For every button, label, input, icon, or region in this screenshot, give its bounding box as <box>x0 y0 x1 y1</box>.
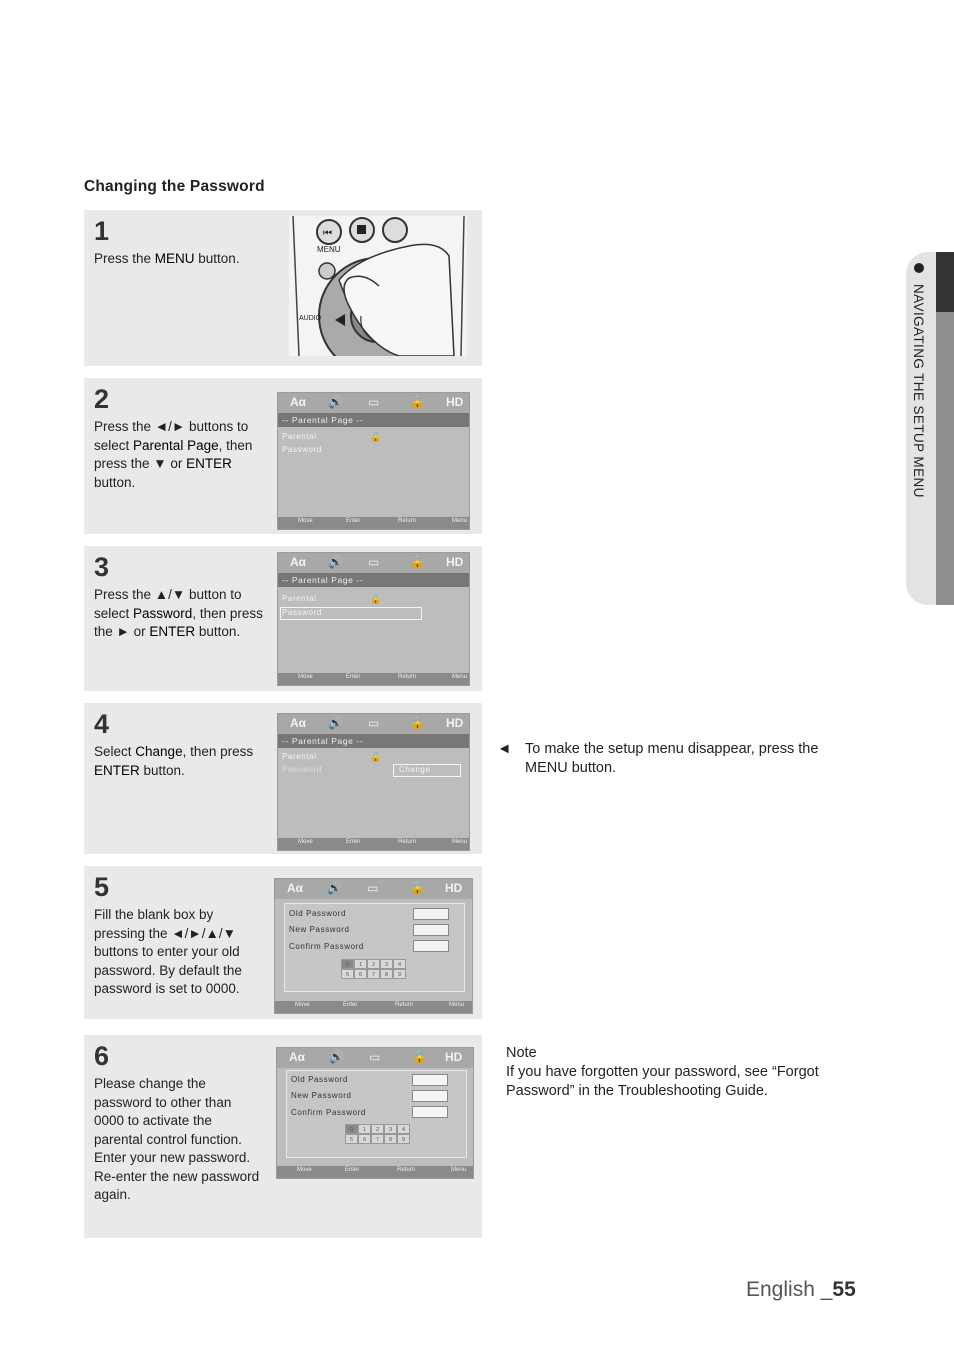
audio-icon: 🔊 <box>329 1050 344 1064</box>
display-icon: ▭ <box>368 555 380 569</box>
osd-screen <box>274 878 473 1014</box>
footer-language: English _ <box>746 1278 833 1301</box>
step-number: 6 <box>94 1041 110 1071</box>
confirm-password-label: Confirm Password <box>291 1108 366 1117</box>
side-tab-label: NAVIGATING THE SETUP MENU <box>911 284 926 498</box>
lock-icon: 🔒 <box>412 1050 427 1064</box>
language-icon: Aα <box>290 555 307 569</box>
step-text: Fill the blank box by pressing the ◄/►/▲/▼ buttons to enter your old password. By default the password is set to 0000. <box>94 907 242 996</box>
new-password-field[interactable] <box>413 924 449 936</box>
osd-header: -- Parental Page -- <box>278 734 469 748</box>
numpad-key[interactable]: 6 <box>354 969 367 979</box>
numpad-key[interactable]: 1 <box>358 1124 371 1134</box>
osd-row-password: Password <box>282 608 322 617</box>
display-icon: ▭ <box>369 1050 381 1064</box>
osd-icon-bar <box>278 714 469 734</box>
display-icon: ▭ <box>368 395 380 409</box>
numpad-key[interactable]: 7 <box>371 1134 384 1144</box>
audio-button-label: AUDIO <box>299 315 322 322</box>
numpad-key[interactable]: 0 <box>345 1124 358 1134</box>
osd-icon-bar <box>278 393 469 413</box>
osd-icon-bar <box>278 553 469 573</box>
numpad-key[interactable]: 3 <box>380 959 393 969</box>
osd-row-parental: Parental <box>282 432 317 441</box>
osd-row-parental: Parental <box>282 594 317 603</box>
numpad-key[interactable]: 0 <box>341 959 354 969</box>
hd-icon: HD <box>445 881 463 895</box>
numpad-key[interactable]: 4 <box>397 1124 410 1134</box>
numpad-key[interactable]: 3 <box>384 1124 397 1134</box>
numpad-key[interactable]: 7 <box>367 969 380 979</box>
numpad-key[interactable]: 1 <box>354 959 367 969</box>
step-number: 4 <box>94 709 110 739</box>
confirm-password-label: Confirm Password <box>289 942 364 951</box>
numpad <box>345 1124 410 1144</box>
osd-icon-bar <box>277 1048 473 1068</box>
page-number: 55 <box>832 1278 856 1301</box>
password-panel <box>286 1070 467 1158</box>
svg-text:⏮: ⏮ <box>323 228 332 239</box>
hd-icon: HD <box>446 395 464 409</box>
step-text: Please change the password to other than 0000 to activate the parental control function. Enter your new password. Re-enter the new password again. <box>94 1076 260 1202</box>
password-panel <box>284 903 465 992</box>
new-password-field[interactable] <box>412 1090 448 1102</box>
page-footer <box>746 1278 856 1302</box>
step-3 <box>84 546 482 691</box>
left-arrow-icon: ◄ <box>497 741 512 757</box>
lock-icon: 🔓 <box>370 594 382 604</box>
step-5 <box>84 866 482 1019</box>
step-6 <box>84 1035 482 1238</box>
step-number: 3 <box>94 552 110 582</box>
osd-footer: Move Enter Return Menu <box>275 1001 472 1013</box>
lock-icon: 🔒 <box>410 395 425 409</box>
numpad-key[interactable]: 2 <box>371 1124 384 1134</box>
step-1 <box>84 210 482 366</box>
side-tab-marker <box>936 252 954 312</box>
old-password-field[interactable] <box>413 908 449 920</box>
osd-footer: Move Enter Return Menu <box>278 517 469 529</box>
numpad-key[interactable]: 6 <box>358 1134 371 1144</box>
remote-hand-icon <box>289 216 467 356</box>
osd-footer: Move Enter Return Menu <box>278 673 469 685</box>
display-icon: ▭ <box>368 716 380 730</box>
hd-icon: HD <box>446 555 464 569</box>
old-password-field[interactable] <box>412 1074 448 1086</box>
tip-text: To make the setup menu disappear, press the MENU button. <box>525 741 819 776</box>
lock-icon: 🔒 <box>410 555 425 569</box>
step-number: 5 <box>94 872 110 902</box>
numpad-key[interactable]: 8 <box>380 969 393 979</box>
section-title: Changing the Password <box>84 178 265 195</box>
lock-icon: 🔓 <box>370 432 382 442</box>
osd-header: -- Parental Page -- <box>278 573 469 587</box>
audio-icon: 🔊 <box>327 881 342 895</box>
note-text: If you have forgotten your password, see “Forgot Password” in the Troubleshooting Guide. <box>506 1064 819 1099</box>
step-number: 2 <box>94 384 110 414</box>
numpad <box>341 959 406 979</box>
audio-icon: 🔊 <box>328 555 343 569</box>
osd-header: -- Parental Page -- <box>278 413 469 427</box>
language-icon: Aα <box>287 881 304 895</box>
bullet-icon <box>914 263 924 273</box>
numpad-key[interactable]: 4 <box>393 959 406 969</box>
note <box>506 1044 866 1101</box>
old-password-label: Old Password <box>291 1075 348 1084</box>
numpad-key[interactable]: 9 <box>397 1134 410 1144</box>
osd-footer: Move Enter Return Menu <box>278 838 469 850</box>
old-password-label: Old Password <box>289 909 346 918</box>
numpad-key[interactable]: 9 <box>393 969 406 979</box>
numpad-key[interactable]: 5 <box>345 1134 358 1144</box>
osd-row-password: Password <box>282 765 322 774</box>
numpad-key[interactable]: 5 <box>341 969 354 979</box>
step-text: Press the ▲/▼ button to select Password, then press the ► or ENTER button. <box>94 587 263 639</box>
hd-icon: HD <box>445 1050 463 1064</box>
remote-illustration <box>289 216 467 356</box>
confirm-password-field[interactable] <box>412 1106 448 1118</box>
lock-icon: 🔒 <box>410 716 425 730</box>
language-icon: Aα <box>290 716 307 730</box>
audio-icon: 🔊 <box>328 716 343 730</box>
confirm-password-field[interactable] <box>413 940 449 952</box>
osd-row-password: Password <box>282 445 322 454</box>
osd-icon-bar <box>275 879 472 899</box>
osd-row-parental: Parental <box>282 752 317 761</box>
osd-screen <box>276 1047 474 1179</box>
osd-change-label: Change <box>399 765 431 774</box>
audio-icon: 🔊 <box>328 395 343 409</box>
note-title: Note <box>506 1045 537 1061</box>
osd-screen <box>277 392 470 530</box>
step-text: Press the MENU button. <box>94 251 240 266</box>
language-icon: Aα <box>289 1050 306 1064</box>
menu-button-label: MENU <box>317 245 341 254</box>
language-icon: Aα <box>290 395 307 409</box>
osd-screen <box>277 552 470 686</box>
hd-icon: HD <box>446 716 464 730</box>
new-password-label: New Password <box>289 925 350 934</box>
osd-screen <box>277 713 470 851</box>
numpad-key[interactable]: 2 <box>367 959 380 969</box>
lock-icon: 🔒 <box>410 881 425 895</box>
osd-footer: Move Enter Return Menu <box>277 1166 473 1178</box>
numpad-key[interactable]: 8 <box>384 1134 397 1144</box>
step-text: Select Change, then press ENTER button. <box>94 744 254 778</box>
display-icon: ▭ <box>367 881 379 895</box>
new-password-label: New Password <box>291 1091 352 1100</box>
step-text: Press the ◄/► buttons to select Parental Page, then press the ▼ or ENTER button. <box>94 419 253 490</box>
step-number: 1 <box>94 216 110 246</box>
step-4 <box>84 703 482 854</box>
lock-icon: 🔓 <box>370 752 382 762</box>
step-2 <box>84 378 482 534</box>
